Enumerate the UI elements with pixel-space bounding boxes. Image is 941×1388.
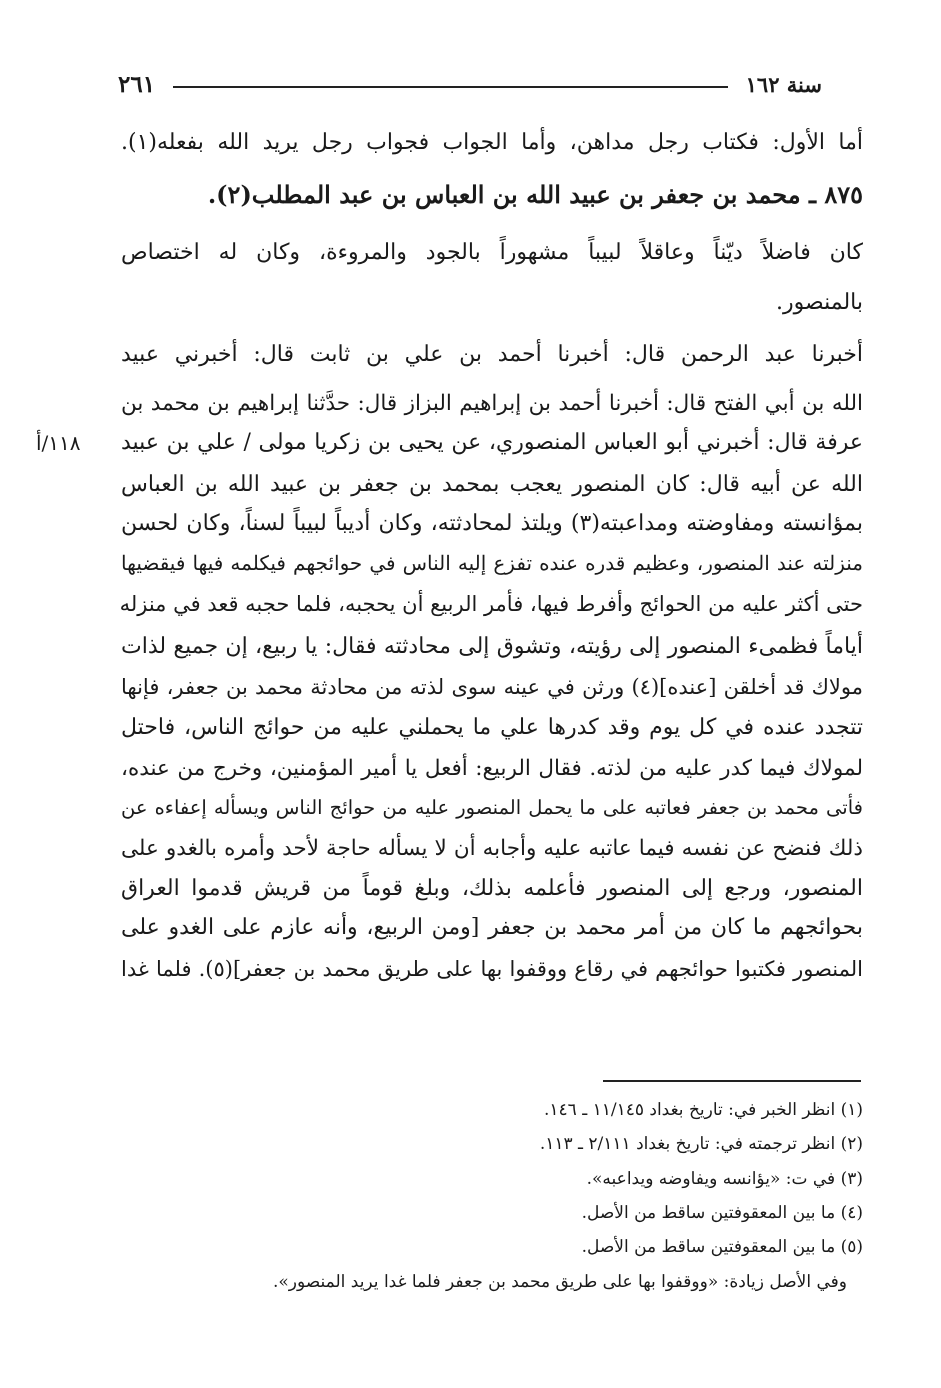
footnote: (٤) ما بين المعقوفتين ساقط من الأصل. [581,1203,863,1223]
body-line: المنصور فكتبوا حوائجهم في رقاع ووقفوا بها على طريق محمد بن جعفر](٥). فلما غدا [121,957,863,981]
body-line: مولاك قد أخلقن [عنده](٤) ورثن في عينه سوى لذته من محادثة محمد بن جعفر، فإنها [121,675,863,699]
body-line: الله بن أبي الفتح قال: أخبرنا أحمد بن إبراهيم البزاز قال: حدَّثنا إبراهيم بن محمد بن [121,391,863,416]
body-line: حتى أكثر عليه من الحوائج وأفرط فيها، فأمر الربيع أن يحجبه، فلما حجبه قعد في منزله [119,592,863,616]
body-line: منزلته عند المنصور، وعظيم قدره عنده تفزع إليه الناس في حوائجهم فيكلمه فيها فيقضيها [121,551,863,575]
footnote-continuation: وفي الأصل زيادة: «ووقفوا بها على طريق محمد بن جعفر فلما غدا يريد المنصور». [272,1272,847,1292]
body-line: ذلك فنضح عن نفسه فيما عاتبه عليه وأجابه أن لا يسأله حاجة لأحد وأمره بالغدو على [121,836,863,861]
footnote-rule [603,1080,861,1082]
body-line: فأتى محمد بن جعفر فعاتبه على ما يحمل المنصور عليه من حوائج الناس ويسأله إعفاءه عن [121,796,863,819]
body-line: الله عن أبيه قال: كان المنصور يعجب بمحمد بن جعفر بن عبيد الله بن العباس [121,472,863,497]
body-line: بالمنصور. [776,290,863,315]
body-line: المنصور، ورجع إلى المنصور فأعلمه بذلك، وبلغ قوماً من قريش قدموا العراق [121,876,863,901]
footnote: (١) انظر الخبر في: تاريخ بغداد ١١/١٤٥ ـ ١٤٦. [543,1100,863,1120]
header-rule [173,86,728,88]
body-line: تتجدد عنده في كل يوم وقد كدرها علي ما يحملني عليه من حوائج الناس، فاحتل [121,715,863,740]
footnote: (٣) في ت: «يؤانسه ويفاوضه ويداعبه». [586,1169,863,1189]
page-number: ٢٦١ [118,70,156,98]
running-header-year: سنة ١٦٢ [745,71,822,97]
body-line: أياماً فظمىء المنصور إلى رؤيته، وتشوق إلى محادثته فقال: يا ربيع، إن جميع لذات [121,634,863,659]
biography-heading: ٨٧٥ ـ محمد بن جعفر بن عبيد الله بن العباس بن عبد المطلب(٢). [207,180,863,209]
body-line: كان فاضلاً ديّناً وعاقلاً لبيباً مشهوراً بالجود والمروءة، وكان له اختصاص [121,240,863,265]
body-line: لمولاك فيما كدر عليه من لذته. فقال الربيع: أفعل يا أمير المؤمنين، وخرج من عنده، [121,756,863,781]
body-line: عرفة قال: أخبرني أبو العباس المنصوري، عن يحيى بن زكريا مولى / علي بن عبيد [121,430,863,455]
body-line: بحوائجهم ما كان من أمر محمد بن جعفر [ومن الربيع، وأنه عازم على الغدو على [121,915,863,940]
body-line: بمؤانسته ومفاوضته ومداعبته(٣) ويلتذ لمحادثته، وكان أديباً لبيباً لسناً، وكان لحسن [121,511,863,536]
body-line: أما الأول: فكتاب رجل مداهن، وأما الجواب فجواب رجل يريد الله بفعله(١). [121,130,863,155]
footnote: (٥) ما بين المعقوفتين ساقط من الأصل. [581,1237,863,1257]
body-line: أخبرنا عبد الرحمن قال: أخبرنا أحمد بن علي بن ثابت قال: أخبرني عبيد [121,342,863,367]
footnote: (٢) انظر ترجمته في: تاريخ بغداد ٢/١١١ ـ ١١٣. [539,1134,863,1154]
running-header [118,64,822,104]
manuscript-folio-marker: ١١٨/أ [36,431,81,455]
